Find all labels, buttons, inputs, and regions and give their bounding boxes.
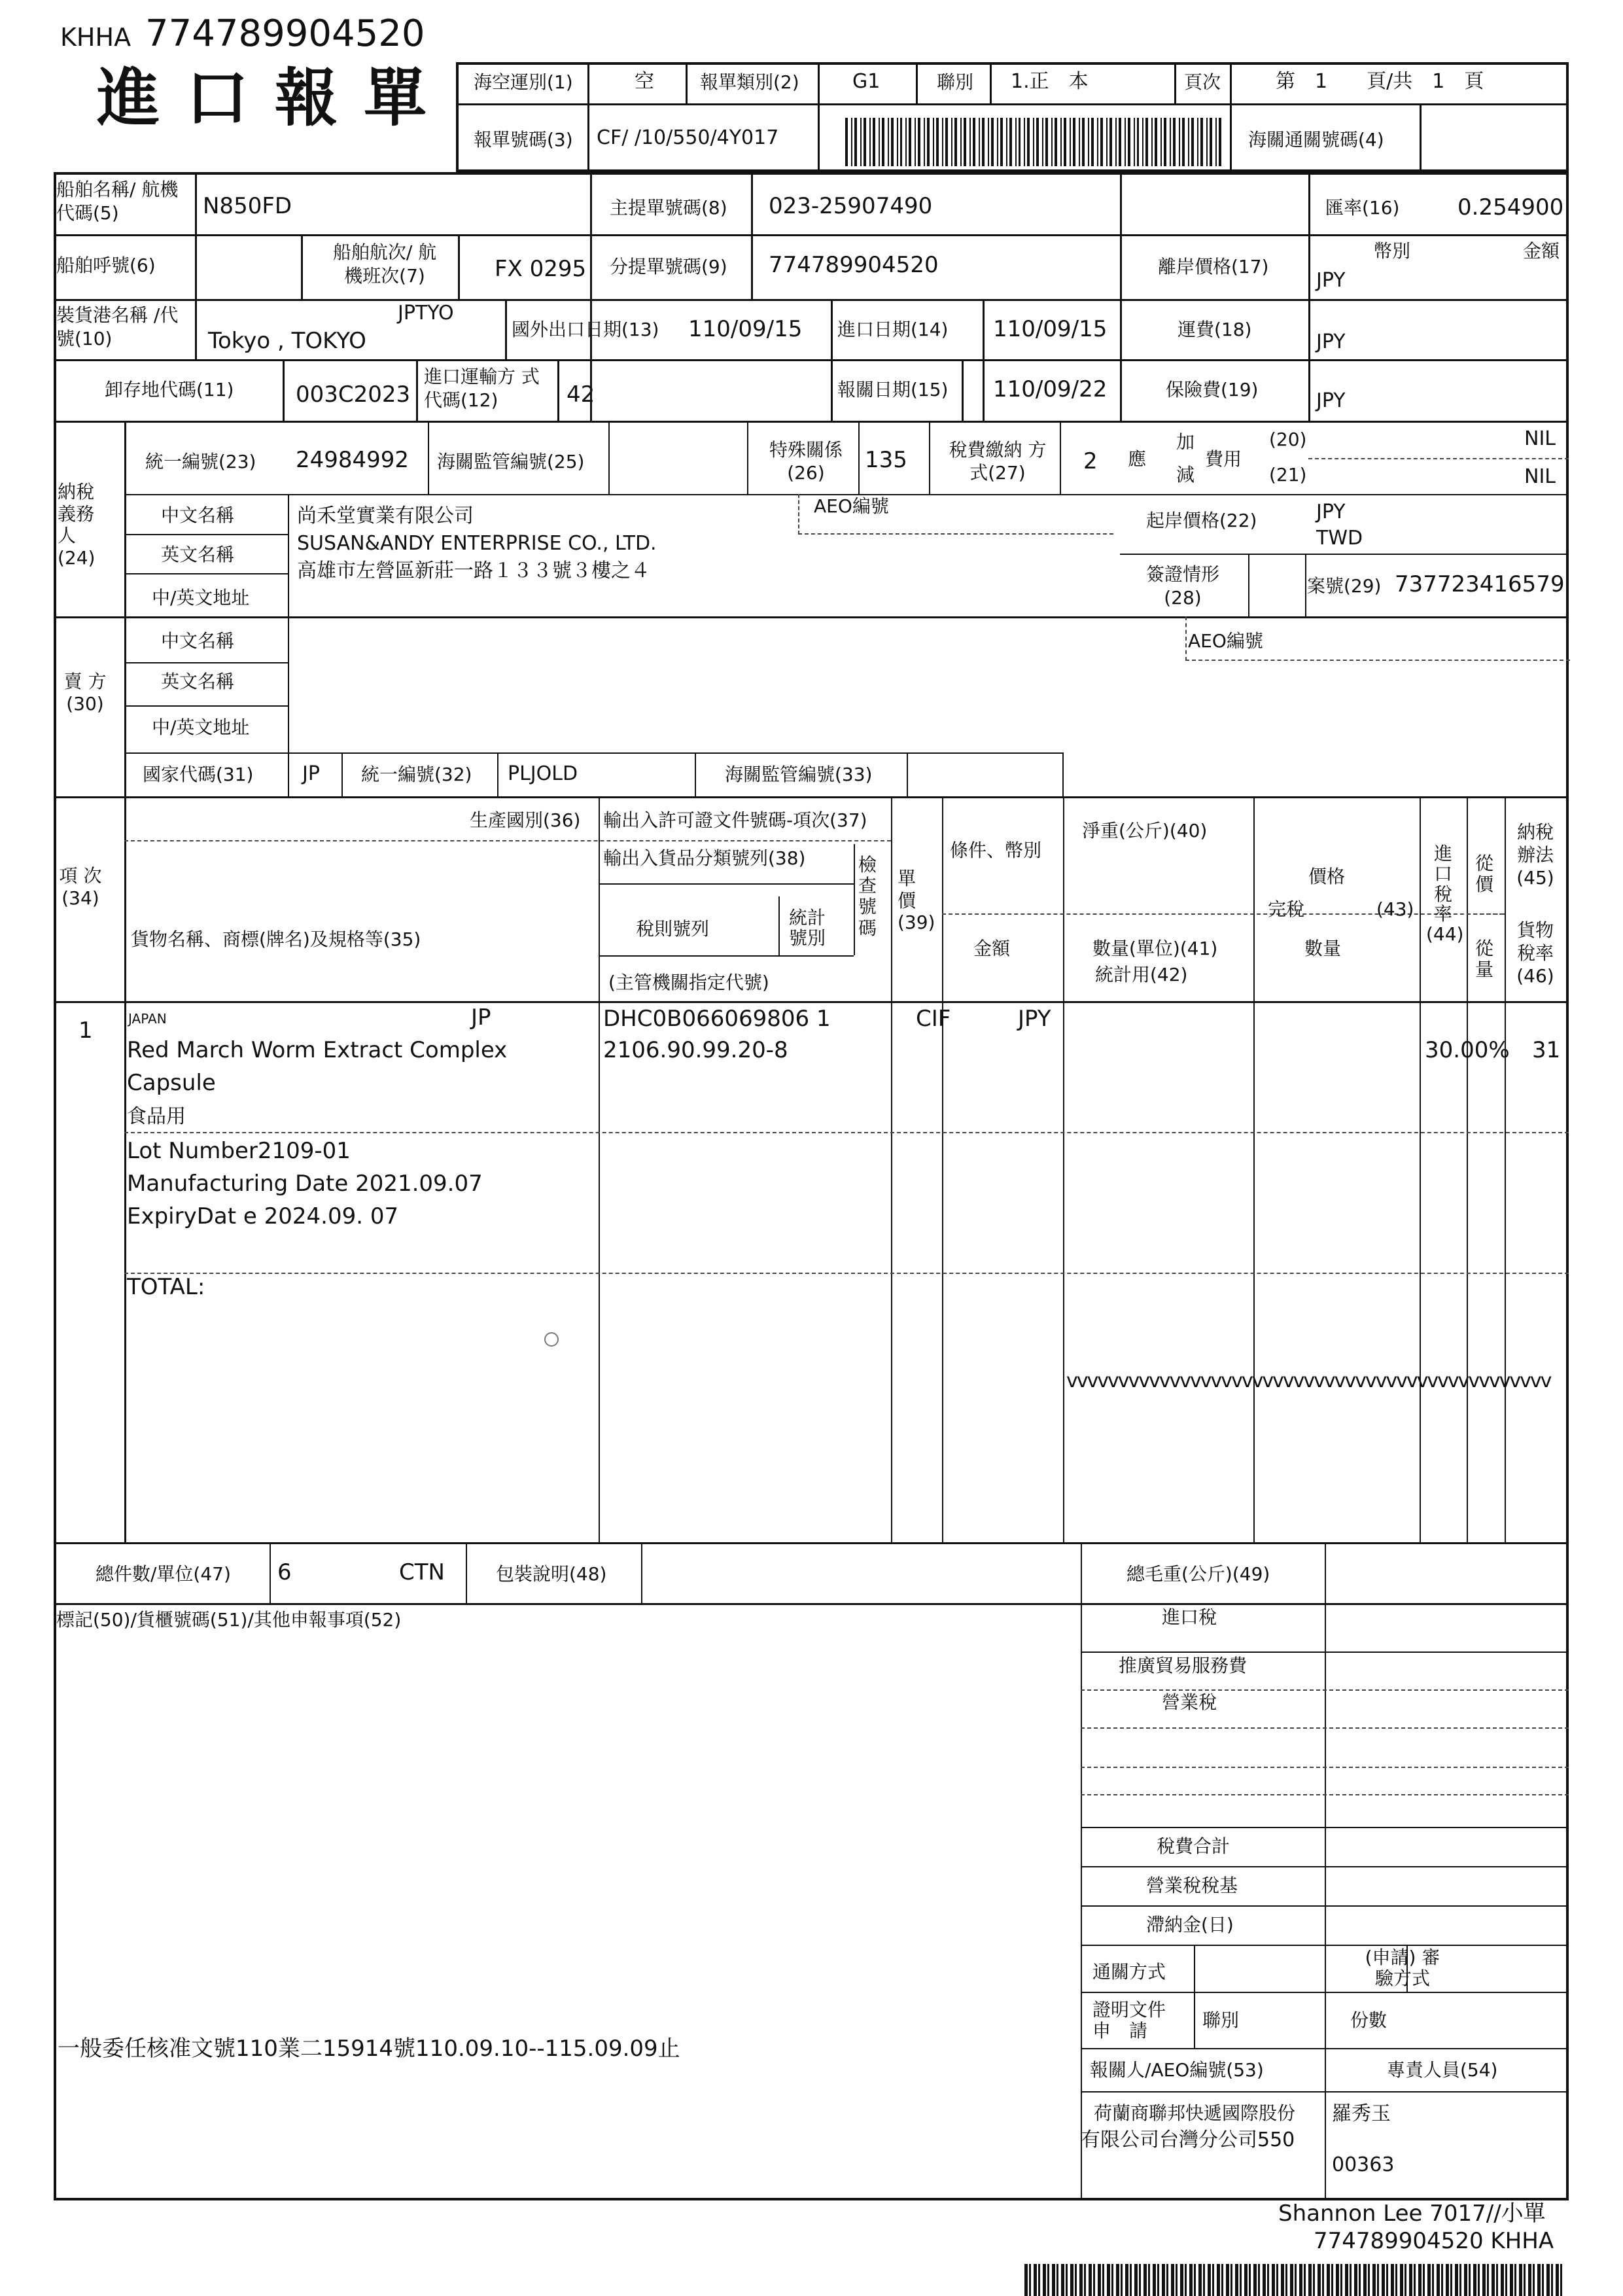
item-origin-small: JAPAN <box>128 1011 167 1027</box>
item-lot: Lot Number2109-01 <box>127 1138 351 1164</box>
importer-aeo-label: AEO編號 <box>814 495 889 517</box>
trade-fee-label: 推廣貿易服務費 <box>1119 1655 1248 1676</box>
inspection-method-label: (申請) 審驗方式 <box>1365 1947 1440 1990</box>
total-wave-line: vvvvvvvvvvvvvvvvvvvvvvvvvvvvvvvvvvvvvvvvvvvvvvv <box>1066 1370 1551 1392</box>
house-bl-value: 774789904520 <box>769 252 939 278</box>
import-date-value: 110/09/15 <box>993 316 1108 342</box>
remarks-label: 標記(50)/貨櫃號碼(51)/其他申報事項(52) <box>56 1609 402 1631</box>
item-name-line2: Capsule <box>127 1070 216 1096</box>
insurance-currency: JPY <box>1316 389 1346 412</box>
tariff-header: 稅則號列 <box>636 918 710 940</box>
export-date-value: 110/09/15 <box>688 316 803 342</box>
business-base-label: 營業稅稅基 <box>1146 1875 1238 1896</box>
adjust-label-fee: 費用 <box>1205 448 1242 470</box>
quantity-unit-header: 數量(單位)(41) <box>1092 938 1218 959</box>
terms-header: 條件、幣別 <box>950 839 1042 861</box>
currency-header: 幣別 <box>1374 240 1411 262</box>
callsign-label: 船舶呼號(6) <box>56 255 156 276</box>
master-bl-value: 023-25907490 <box>769 193 933 219</box>
seller-aeo-label: AEO編號 <box>1188 630 1263 652</box>
document-title: 進口報單 <box>97 61 453 135</box>
footer-line1: Shannon Lee 7017//小單 <box>1278 2200 1546 2227</box>
value-code-header: (43) <box>1376 898 1414 920</box>
footer-barcode <box>1024 2264 1567 2296</box>
package-unit-value: CTN <box>399 1559 445 1585</box>
item-mfg: Manufacturing Date 2021.09.07 <box>127 1171 483 1197</box>
copy-label: 聯別 <box>937 71 974 93</box>
vessel-value: N850FD <box>203 193 292 219</box>
tax-method-header: 納稅 辦法 (45) <box>1516 821 1554 889</box>
importer-address-label: 中/英文地址 <box>152 587 250 609</box>
port-label: 裝貨港名稱 /代號(10) <box>56 304 179 350</box>
cif-currency-jpy: JPY <box>1316 501 1346 523</box>
seller-uid-value: PLJOLD <box>508 762 578 785</box>
transport-mode-label: 海空運別(1) <box>474 71 573 93</box>
gross-weight-label: 總毛重(公斤)(49) <box>1126 1563 1270 1585</box>
seller-supervision-label: 海關監管編號(33) <box>725 764 873 785</box>
visa-label: 簽證情形 (28) <box>1145 563 1219 609</box>
total-tax-label: 稅費合計 <box>1157 1835 1230 1857</box>
seller-en-name-label: 英文名稱 <box>161 671 235 692</box>
tracking-number: 774789904520 <box>145 12 425 55</box>
adjust-label-add: 加 <box>1176 431 1195 453</box>
seller-uid-label: 統一編號(32) <box>361 764 472 785</box>
transport-mode-value: 空 <box>635 70 654 93</box>
small-circle <box>544 1332 559 1347</box>
seller-cn-name-label: 中文名稱 <box>161 630 235 652</box>
specialist-code: 00363 <box>1332 2153 1395 2176</box>
exchange-label: 匯率(16) <box>1325 197 1400 219</box>
importer-uid-value: 24984992 <box>296 447 410 473</box>
freight-label: 運費(18) <box>1178 319 1252 340</box>
declaration-type-value: G1 <box>852 70 881 93</box>
report-date-label: 報關日期(15) <box>837 379 949 400</box>
sub-value: NIL <box>1524 465 1556 488</box>
sub-code: (21) <box>1269 464 1307 486</box>
value-header: 價格 <box>1308 866 1346 887</box>
qty-header: 數量 <box>1304 938 1342 959</box>
item-tariff: 2106.90.99.20-8 <box>603 1037 788 1063</box>
cert-copies-label: 份數 <box>1350 2009 1387 2031</box>
amount-header: 金額 <box>1523 240 1560 262</box>
importer-cn-name-label: 中文名稱 <box>161 504 235 526</box>
item-total: TOTAL: <box>127 1274 205 1300</box>
duty-paid-header: 完稅 <box>1268 898 1305 920</box>
special-relation-label: 特殊關係 (26) <box>769 439 843 484</box>
country-code-label: 國家代碼(31) <box>143 764 254 785</box>
adjust-label-sub: 減 <box>1176 464 1195 486</box>
freight-currency: JPY <box>1316 330 1346 353</box>
net-weight-header: 淨重(公斤)(40) <box>1082 820 1208 841</box>
country-code-value: JP <box>302 762 320 785</box>
cert-copy-label: 聯別 <box>1202 2009 1240 2031</box>
importer-supervision-label: 海關監管編號(25) <box>437 451 585 472</box>
importer-uid-label: 統一編號(23) <box>145 451 256 472</box>
item-name-line1: Red March Worm Extract Complex <box>127 1037 508 1063</box>
cert-label: 證明文件 申 請 <box>1092 1999 1166 2042</box>
vessel-label: 船舶名稱/ 航機代碼(5) <box>56 179 179 224</box>
add-value: NIL <box>1524 427 1556 450</box>
station-code: KHHA <box>60 23 131 52</box>
footer-line2: 774789904520 KHHA <box>1314 2228 1554 2254</box>
cif-currency-twd: TWD <box>1316 527 1363 550</box>
broker-label: 報關人/AEO編號(53) <box>1090 2059 1264 2081</box>
report-date-value: 110/09/22 <box>993 376 1108 402</box>
ad-valorem-header: 從 價 <box>1475 853 1494 896</box>
specialist-name: 羅秀玉 <box>1332 2102 1391 2125</box>
item-method: 31 <box>1532 1037 1561 1063</box>
specific-header: 從 量 <box>1475 938 1494 981</box>
adjust-label-should: 應 <box>1128 448 1147 470</box>
item-terms: CIF <box>916 1006 951 1032</box>
export-date-label: 國外出口日期(13) <box>512 319 659 340</box>
package-count-value: 6 <box>277 1559 292 1585</box>
importer-en-name-label: 英文名稱 <box>161 544 235 565</box>
house-bl-label: 分提單號碼(9) <box>610 256 727 277</box>
transport-code-value: 42 <box>567 381 595 408</box>
broker-value-line2: 有限公司台灣分公司550 <box>1081 2128 1295 2151</box>
flight-label: 船舶航次/ 航機班次(7) <box>332 241 437 287</box>
item-rate: 30.00% <box>1425 1037 1510 1063</box>
clearance-label: 通關方式 <box>1092 1961 1166 1983</box>
seller-section-label: 賣 方 (30) <box>63 671 107 715</box>
case-label: 案號(29) <box>1307 575 1382 597</box>
storage-value: 003C2023 <box>296 381 411 408</box>
category-header: 輸出入貨品分類號列(38) <box>603 847 806 869</box>
specialist-label: 專責人員(54) <box>1387 2059 1498 2081</box>
storage-label: 卸存地代碼(11) <box>105 379 234 400</box>
item-origin-code: JP <box>471 1004 491 1031</box>
cif-label: 起岸價格(22) <box>1146 510 1257 531</box>
case-value: 737723416579 <box>1395 571 1565 597</box>
stat-use-header: 統計用(42) <box>1095 964 1188 985</box>
import-rate-header: 進 口 稅 率 (44) <box>1426 843 1464 945</box>
page-value: 第 1 頁/共 1 頁 <box>1276 70 1484 93</box>
late-fee-label: 滯納金(日) <box>1146 1914 1234 1935</box>
page-label: 頁次 <box>1184 71 1221 93</box>
permit-header: 輸出入許可證文件號碼-項次(37) <box>603 809 867 831</box>
declaration-type-label: 報單類別(2) <box>700 71 799 93</box>
transport-code-label: 進口運輸方 式代碼(12) <box>424 366 540 412</box>
business-tax-label: 營業稅 <box>1162 1691 1217 1713</box>
tax-method-value: 2 <box>1083 448 1098 474</box>
item-name-line3: 食品用 <box>127 1105 186 1128</box>
tax-method-label: 稅費繳納 方式(27) <box>949 439 1047 484</box>
authority-header: (主管機關指定代號) <box>608 972 769 993</box>
add-code: (20) <box>1269 429 1307 450</box>
declaration-number-label: 報單號碼(3) <box>474 129 573 150</box>
item-number: 1 <box>79 1017 93 1044</box>
import-tax-label: 進口稅 <box>1162 1606 1217 1628</box>
customs-code-label: 海關通關號碼(4) <box>1248 129 1384 150</box>
declaration-barcode <box>845 118 1225 166</box>
declaration-number-value: CF/ /10/550/4Y017 <box>597 126 779 149</box>
stat-header: 統計 號別 <box>789 907 826 949</box>
unit-price-header: 單 價 (39) <box>898 868 935 934</box>
importer-en-name-value: SUSAN&ANDY ENTERPRISE CO., LTD. <box>297 532 657 555</box>
master-bl-label: 主提單號碼(8) <box>610 197 727 219</box>
fob-currency: JPY <box>1316 269 1346 292</box>
goods-rate-header: 貨物 稅率 (46) <box>1516 919 1554 987</box>
item-no-header: 項 次 (34) <box>59 865 102 909</box>
item-permit: DHC0B066069806 1 <box>603 1006 831 1032</box>
remarks-note: 一般委任核准文號110業二15914號110.09.10--115.09.09止 <box>58 2036 680 2062</box>
importer-address-value: 高雄市左營區新莊一路１３３號３樓之４ <box>297 559 650 582</box>
port-value: Tokyo , TOKYO <box>208 328 366 354</box>
packing-label: 包裝說明(48) <box>496 1563 607 1585</box>
seller-address-label: 中/英文地址 <box>152 716 250 738</box>
flight-value: FX 0295 <box>495 256 587 282</box>
description-header: 貨物名稱、商標(牌名)及規格等(35) <box>131 928 421 950</box>
broker-value-line1: 荷蘭商聯邦快遞國際股份 <box>1094 2102 1296 2124</box>
importer-cn-name-value: 尚禾堂實業有限公司 <box>297 504 474 527</box>
import-date-label: 進口日期(14) <box>837 319 949 340</box>
item-exp: ExpiryDat e 2024.09. 07 <box>127 1203 399 1229</box>
importer-section-label: 納稅 義務 人 (24) <box>58 481 96 569</box>
fob-label: 離岸價格(17) <box>1158 256 1269 277</box>
amount-header: 金額 <box>973 938 1011 959</box>
package-count-label: 總件數/單位(47) <box>96 1563 231 1585</box>
port-code: JPTYO <box>398 302 454 325</box>
inspection-header: 檢 查 號 碼 <box>858 854 877 939</box>
insurance-label: 保險費(19) <box>1166 379 1259 400</box>
exchange-value: 0.254900 <box>1457 194 1564 221</box>
origin-header: 生產國別(36) <box>470 809 581 831</box>
copy-value: 1.正 本 <box>1011 70 1089 93</box>
item-currency: JPY <box>1018 1006 1051 1032</box>
special-relation-value: 135 <box>865 447 907 473</box>
